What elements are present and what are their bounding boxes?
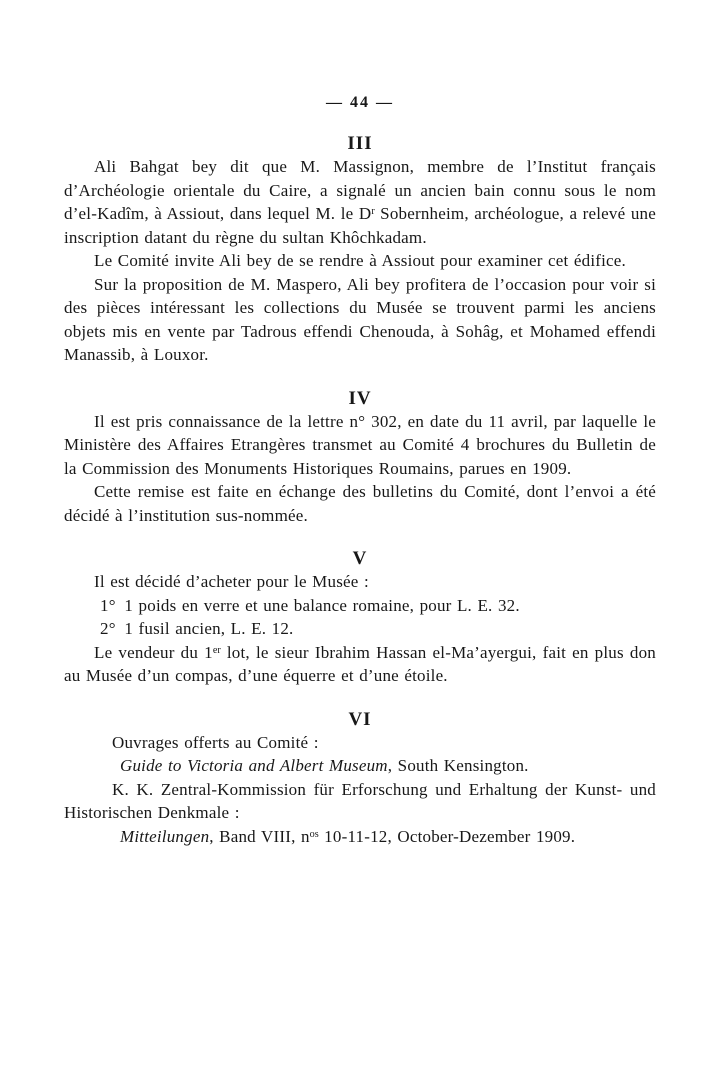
section-heading-vi: VI	[348, 708, 372, 730]
text-run: Sobernheim, archéologue, a relevé une inscription datant du règne du sultan Khôchkadam.	[64, 204, 656, 247]
text-run: , South Kensington.	[387, 756, 529, 775]
text-run: Sur la proposition de M. Maspero, Ali bey profitera de l’occasion pour voir si des pièces intéressant les collections du Musée se trouvent parmi les anciens objets mis en vente par Tadrous effendi Chenouda, à Sohâg, et Mohamed effendi Manassib, à Louxor.	[64, 274, 656, 364]
list-item	[64, 594, 656, 618]
section-heading-iii: III	[347, 133, 373, 154]
body-paragraph	[64, 273, 656, 367]
body-paragraph	[64, 410, 656, 481]
text-run: Le Comité invite Ali bey de se rendre à Assiout pour examiner cet édifice.	[94, 251, 626, 270]
bibliography-entry	[64, 825, 656, 849]
section-heading-v: V	[352, 548, 368, 569]
body-paragraph	[64, 155, 656, 249]
text-run: 2° 1 fusil ancien, L. E. 12.	[100, 619, 294, 638]
superscript-text: r	[371, 206, 375, 218]
italic-text: Guide to Victoria and Albert Museum	[120, 756, 388, 775]
superscript-text: os	[309, 828, 319, 840]
text-run: Ali Bahgat bey dit que M. Massignon, membre de l’Institut français d’Archéologie orientale du Caire, a signalé un ancien bain connu sous le nom d’el-Kadîm, à Assiout, dans lequel M. le D	[64, 157, 656, 223]
page-number: — 44 —	[326, 94, 394, 111]
text-run: Il est pris connaissance de la lettre n° 302, en date du 11 avril, par laquelle le Ministère des Affaires Etrangères transmet au Comité 4 brochures du Bulletin de la Commission des Monuments Historiques Roumains, parues en 1909.	[64, 411, 656, 478]
body-paragraph	[64, 570, 656, 594]
body-paragraph	[64, 480, 656, 527]
body-paragraph	[64, 778, 656, 825]
text-run: lot, le sieur Ibrahim Hassan el-Ma’ayergui, fait en plus don au Musée d’un compas, d’une équerre et d’une étoile.	[64, 642, 656, 685]
bibliography-entry	[64, 754, 656, 778]
body-paragraph	[64, 249, 656, 273]
text-run: K. K. Zentral-Kommission für Erforschung und Erhaltung der Kunst- und Historischen Denkmale :	[64, 779, 656, 822]
section-heading-iv: IV	[348, 387, 372, 409]
list-item	[64, 617, 656, 641]
text-run: Cette remise est faite en échange des bulletins du Comité, dont l’envoi a été décidé à l’institution sus-nommée.	[64, 482, 656, 525]
body-paragraph	[64, 641, 656, 688]
text-run: Ouvrages offerts au Comité :	[112, 732, 319, 752]
text-run: 10-11-12, October-Dezember 1909.	[318, 826, 576, 846]
superscript-text: er	[212, 644, 221, 656]
text-run: Il est décidé d’acheter pour le Musée :	[94, 572, 369, 591]
text-run: , Band VIII, n	[209, 826, 310, 846]
text-run: 1° 1 poids en verre et une balance romaine, pour L. E. 32.	[100, 595, 520, 615]
italic-text: Mitteilungen	[120, 826, 210, 846]
body-paragraph	[64, 731, 656, 755]
text-run: Le vendeur du 1	[94, 642, 213, 662]
